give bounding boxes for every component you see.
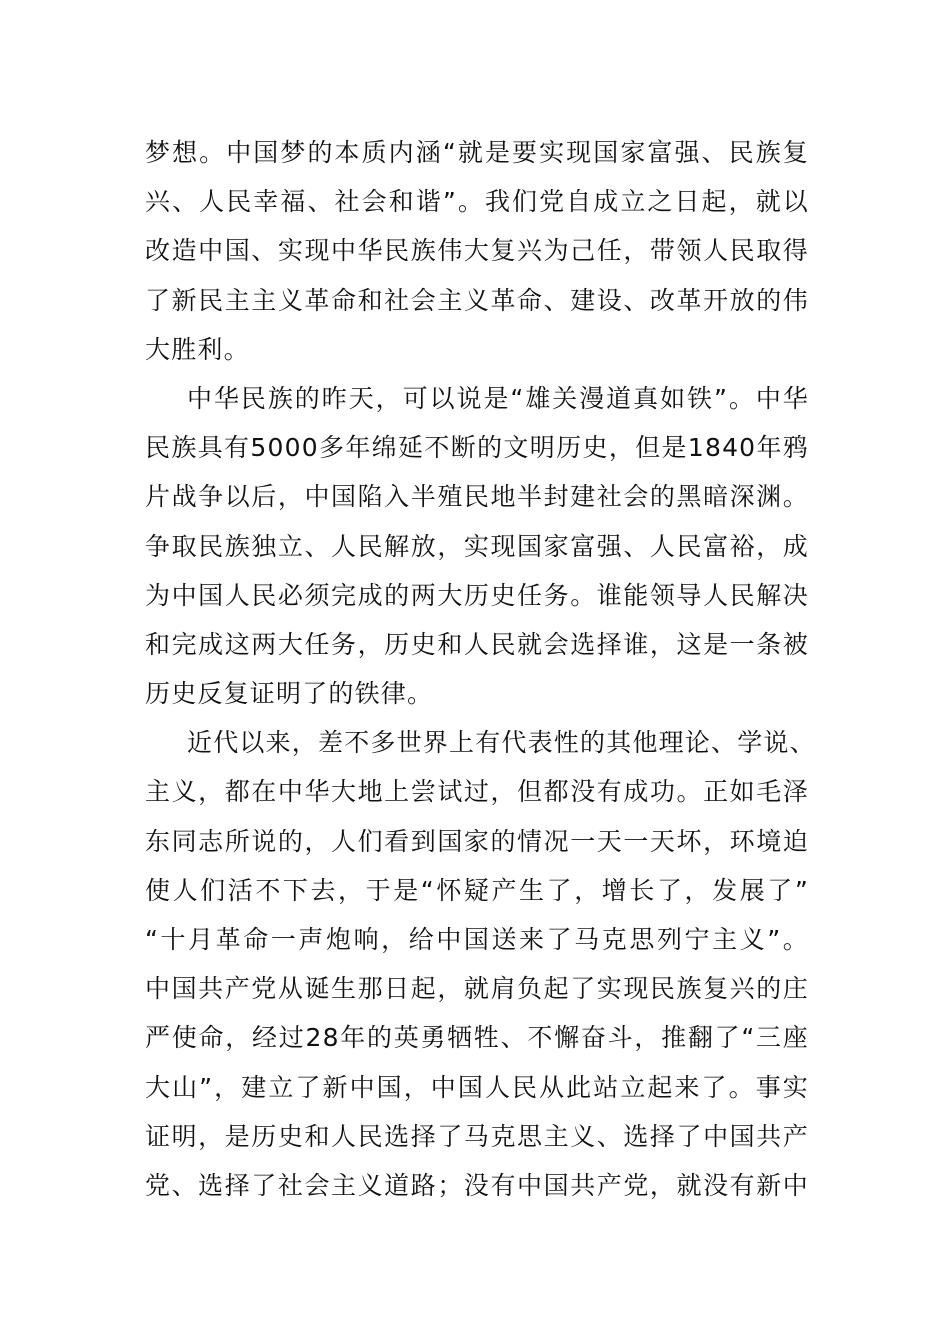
text-line: 历史反复证明了的铁律。 — [145, 679, 434, 709]
text-line: 主义，都在中华大地上尝试过，但都没有成功。正如毛泽 — [145, 777, 809, 807]
text-line: 兴、人民幸福、社会和谐”。我们党自成立之日起，就以 — [145, 187, 809, 217]
text-line: 改造中国、实现中华民族伟大复兴为己任，带领人民取得 — [145, 236, 809, 266]
text-line: 民族具有5000多年绵延不断的文明历史，但是1840年鸦 — [145, 433, 809, 463]
text-line: 使人们活不下去，于是“怀疑产生了，增长了，发展了” — [145, 875, 809, 905]
text-line: 中华民族的昨天，可以说是“雄关漫道真如铁”。中华 — [187, 383, 809, 413]
text-line: 片战争以后，中国陷入半殖民地半封建社会的黑暗深渊。 — [145, 482, 809, 512]
text-line: 党、选择了社会主义道路；没有中国共产党，就没有新中 — [145, 1170, 809, 1200]
paragraph-1 — [145, 128, 809, 374]
text-line: 和完成这两大任务，历史和人民就会选择谁，这是一条被 — [145, 629, 809, 659]
text-line: 近代以来，差不多世界上有代表性的其他理论、学说、 — [187, 728, 816, 758]
text-line: 中国共产党从诞生那日起，就肩负起了实现民族复兴的庄 — [145, 974, 809, 1004]
body-text — [145, 128, 816, 1210]
text-line: 大胜利。 — [145, 334, 250, 364]
text-line: 大山”，建立了新中国，中国人民从此站立起来了。事实 — [145, 1072, 809, 1102]
text-line: 严使命，经过28年的英勇牺牲、不懈奋斗，推翻了“三座 — [145, 1023, 809, 1053]
paragraph-3 — [145, 718, 816, 1210]
text-line: 梦想。中国梦的本质内涵“就是要实现国家富强、民族复 — [145, 138, 809, 167]
text-line: 证明，是历史和人民选择了马克思主义、选择了中国共产 — [145, 1121, 809, 1151]
paragraph-2 — [145, 374, 809, 718]
text-line: 了新民主主义革命和社会主义革命、建设、改革开放的伟 — [145, 285, 809, 315]
text-line: 争取民族独立、人民解放，实现国家富强、人民富裕，成 — [145, 531, 809, 561]
text-line: 东同志所说的，人们看到国家的情况一天一天坏，环境迫 — [145, 826, 809, 856]
text-line: 为中国人民必须完成的两大历史任务。谁能领导人民解决 — [145, 580, 809, 610]
text-line: “十月革命一声炮响，给中国送来了马克思列宁主义”。 — [145, 925, 809, 954]
